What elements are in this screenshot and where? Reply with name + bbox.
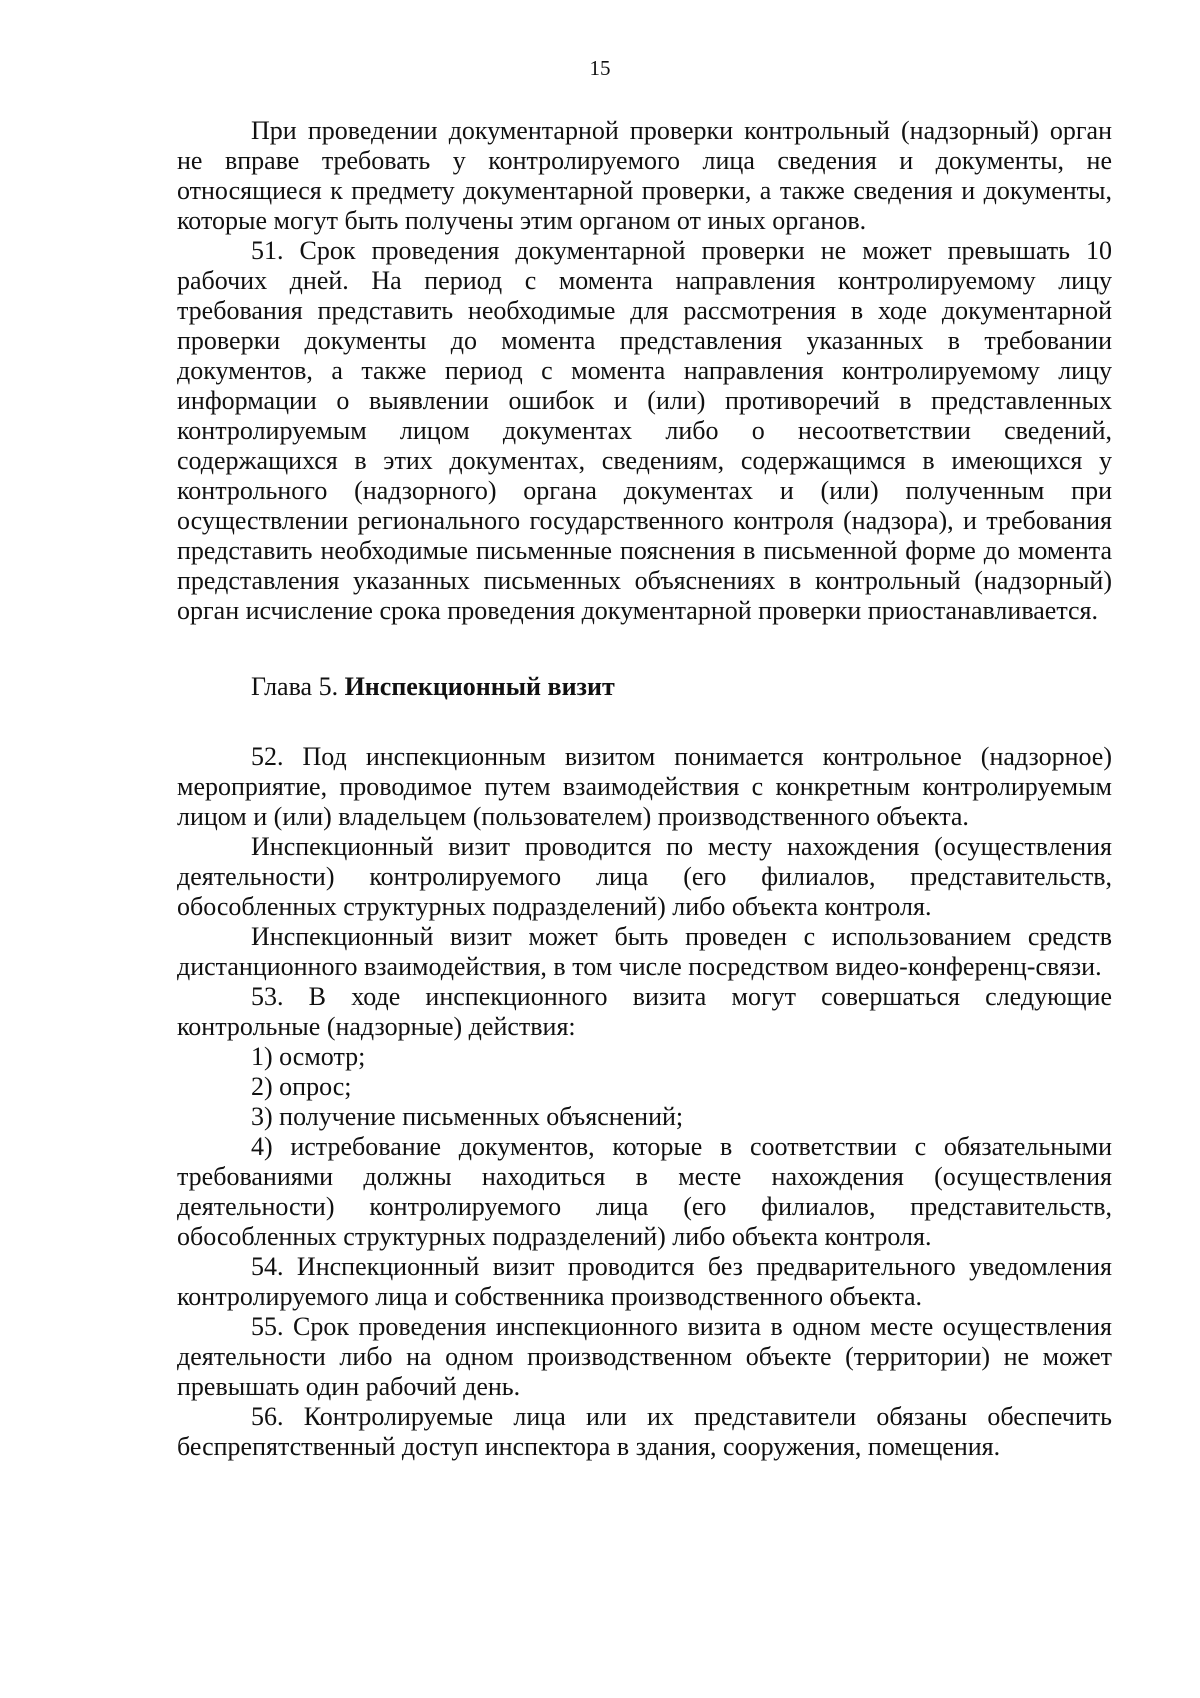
paragraph-visit-remote: Инспекционный визит может быть проведен с использованием средств дистанционного взаимодействия, в том числе посредством видео-конференц-связи. [177,922,1112,981]
chapter-title: Инспекционный визит [344,672,615,701]
paragraph-56: 56. Контролируемые лица или их представители обязаны обеспечить беспрепятственный доступ инспектора в здания, сооружения, помещения. [177,1402,1112,1461]
chapter-heading [177,672,1112,702]
paragraph-51: 51. Срок проведения документарной проверки не может превышать 10 рабочих дней. На период с момента направления контролируемому лицу требования представить необходимые для рассмотрения в ходе документарной проверки документы до момента представления указанных в требовании документов, а также период с момента направления контролируемому лицу информации о выявлении ошибок и (или) противоречий в представленных контролируемым лицом документах либо о несоответствии сведений, содержащихся в этих документах, сведениям, содержащимся в имеющихся у контрольного (надзорного) органа документах и (или) полученным при осуществлении регионального государственного контроля (надзора), и требования представить необходимые письменные пояснения в письменной форме до момента представления указанных письменных объяснениях в контрольный (надзорный) орган исчисление срока проведения документарной проверки приостанавливается. [177,236,1112,625]
page-number: 15 [589,56,611,80]
list-item-written-explanations: 3) получение письменных объяснений; [251,1102,684,1131]
document-body [177,116,1112,1462]
paragraph-55: 55. Срок проведения инспекционного визита в одном месте осуществления деятельности либо на одном производственном объекте (территории) не может превышать один рабочий день. [177,1312,1112,1401]
paragraph-intro: При проведении документарной проверки контрольный (надзорный) орган не вправе требовать у контролируемого лица сведения и документы, не относящиеся к предмету документарной проверки, а также сведения и документы, которые могут быть получены этим органом от иных органов. [177,116,1112,235]
chapter-number: Глава 5. [251,672,345,701]
list-item-survey: 2) опрос; [251,1072,352,1101]
paragraph-54: 54. Инспекционный визит проводится без предварительного уведомления контролируемого лица и собственника производственного объекта. [177,1252,1112,1311]
list-item-inspection: 1) осмотр; [251,1042,366,1071]
paragraph-53: 53. В ходе инспекционного визита могут совершаться следующие контрольные (надзорные) действия: [177,982,1112,1041]
paragraph-visit-location: Инспекционный визит проводится по месту нахождения (осуществления деятельности) контролируемого лица (его филиалов, представительств, обособленных структурных подразделений) либо объекта контроля. [177,832,1112,921]
list-item-documents-request: 4) истребование документов, которые в соответствии с обязательными требованиями должны находиться в месте нахождения (осуществления деятельности) контролируемого лица (его филиалов, представительств, обособленных структурных подразделений) либо объекта контроля. [177,1132,1112,1251]
paragraph-52: 52. Под инспекционным визитом понимается контрольное (надзорное) мероприятие, проводимое путем взаимодействия с конкретным контролируемым лицом и (или) владельцем (пользователем) производственного объекта. [177,742,1112,831]
